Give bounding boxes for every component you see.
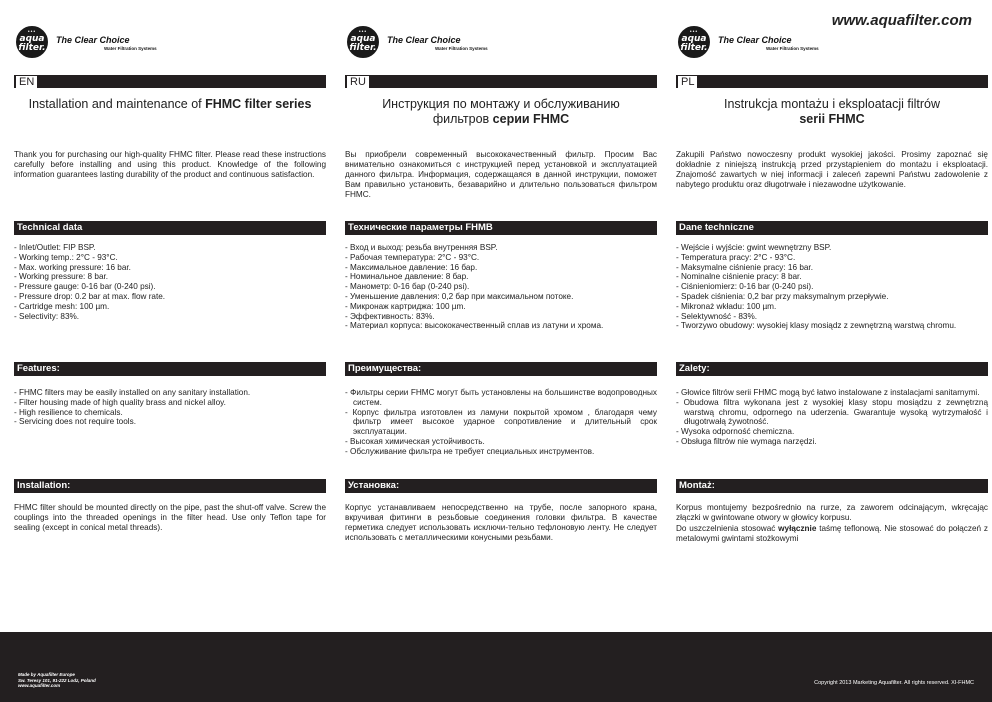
column-pl (676, 0, 988, 632)
section-header-features: Features: (14, 362, 326, 376)
list-item: - FHMC filters may be easily installed on any sanitary installation. (14, 388, 251, 397)
list-item: - Working pressure: 8 bar. (14, 272, 109, 282)
section-header-installation: Montaż: (676, 479, 988, 493)
intro-paragraph: Zakupili Państwo nowoczesny produkt wysokiej jakości. Prosimy zapoznać się dokładnie z niniejszą instrukcją przed przystąpieniem do montażu i eksploatacji. Znajomość zawartych w niej informacji i zaleceń zapewni Państwu zadowolenie z nabytego produktu oraz długotrwałe i niezawodne użytkowanie. (676, 150, 988, 189)
section-header-technical-data: Dane techniczne (676, 221, 988, 235)
list-item: - Selektywność - 83%. (676, 311, 757, 321)
column-ru (345, 0, 657, 632)
section-header-features: Преимущества: (345, 362, 657, 376)
list-item: - Obudowa filtra wykonana jest z wysokiej klasy stopu mosiądzu z zewnętrzną warstwą chromu, odpornego na uderzenia. Gwarantuje wysoką wytrzymałość i długotrwałą żywotność. (676, 397, 988, 427)
installation-text: FHMC filter should be mounted directly on the pipe, past the shut-off valve. Screw the couplings into the threaded openings in the filter head. Use only Teflon tape for sealing (except in conical metal threads). (14, 503, 326, 532)
language-bar (676, 75, 988, 88)
list-item: - Maksymalne ciśnienie pracy: 16 bar. (676, 262, 813, 272)
brand-logo (347, 26, 547, 58)
features-list (14, 388, 326, 427)
logo-tagline: The Clear Choice (56, 35, 130, 45)
brand-logo (16, 26, 216, 58)
company-address: Made by Aquafilter Europe Sw. Teresy 101, 91-222 Lodz, Poland www.aquafilter.com (18, 672, 96, 688)
list-item: - Обслуживание фильтра не требует специальных инструментов. (345, 446, 595, 456)
intro-paragraph: Вы приобрели современный высококачественный фильтр. Просим Вас внимательно ознакомиться с инструкцией перед установкой и эксплуатацией данного фильтра. Информация, содержащаяся в данной инструкции, поможет Вам правильно установить, безаварийно и длительно пользоваться фильтром FHMC. (345, 150, 657, 199)
list-item: - Working temp.: 2°C - 93°C. (14, 252, 118, 262)
document-title: Installation and maintenance of FHMC filter series (28, 97, 312, 111)
language-label: PL (678, 76, 697, 88)
list-item: - Wejście i wyjście: gwint wewnętrzny BSP. (676, 243, 832, 252)
logo-subline: Water Filtration Systems (435, 46, 488, 51)
logo-tagline: The Clear Choice (718, 35, 792, 45)
list-item: - Obsługa filtrów nie wymaga narzędzi. (676, 436, 817, 446)
list-item: - Эффективность: 83%. (345, 311, 435, 321)
logo-subline: Water Filtration Systems (104, 46, 157, 51)
section-header-installation: Установка: (345, 479, 657, 493)
list-item: - Selectivity: 83%. (14, 311, 80, 321)
copyright-text: Copyright 2013 Marketing Aquafilter. All rights reserved. XI-FHMC (814, 680, 974, 686)
list-item: - Nominalne ciśnienie pracy: 8 bar. (676, 272, 802, 282)
installation-text: Korpus montujemy bezpośrednio na rurze, za zaworem odcinającym, wkręcając złączki w gwintowane otwory w głowicy korpusu. Do uszczelnienia stosować wyłącznie taśmę teflonową. Nie stosować do połączeń z metalowymi gwintami stożkowymi (676, 503, 988, 543)
technical-data-list (345, 243, 657, 331)
website-url[interactable]: www.aquafilter.com (831, 12, 972, 29)
list-item: - Ciśnieniomierz: 0-16 bar (0-240 psi). (676, 282, 814, 292)
list-item: - Max. working pressure: 16 bar. (14, 262, 131, 272)
aquafilter-logo-icon: ••• aqua filter. (347, 26, 379, 58)
list-item: - Максимальное давление: 16 бар. (345, 262, 478, 272)
technical-data-list (676, 243, 988, 331)
language-bar (345, 75, 657, 88)
language-bar (14, 75, 326, 88)
list-item: - Микронаж картриджа: 100 µm. (345, 301, 466, 311)
language-label: RU (347, 76, 369, 88)
list-item: - Wysoka odporność chemiczna. (676, 427, 795, 437)
features-list (345, 388, 657, 457)
list-item: - Уменьшение давления: 0,2 бар при максимальном потоке. (345, 291, 574, 301)
list-item: - Вход и выход: резьба внутренняя BSP. (345, 243, 498, 252)
features-list (676, 388, 988, 447)
list-item: - Корпус фильтра изготовлен из ламуни покрытой хромом , благодаря чему фильтр имеет высокое ударное сопротивление и длительный срок эксплуатации. (345, 407, 657, 437)
document-title: Инструкция по монтажу и обслуживанию фильтров серии FHMC (382, 97, 620, 126)
list-item: - Mikronaż wkładu: 100 µm. (676, 301, 777, 311)
list-item: - Głowice filtrów serii FHMC mogą być łatwo instalowane z instalacjami sanitarnymi. (676, 388, 980, 397)
list-item: - Высокая химическая устойчивость. (345, 436, 485, 446)
list-item: - Рабочая температура: 2°C - 93°C. (345, 252, 480, 262)
section-header-features: Zalety: (676, 362, 988, 376)
list-item: - Spadek ciśnienia: 0,2 bar przy maksymalnym przepływie. (676, 291, 889, 301)
logo-tagline: The Clear Choice (387, 35, 461, 45)
list-item: - Материал корпуса: высококачественный сплав из латуни и хрома. (345, 321, 604, 331)
document-title: Instrukcja montażu i eksploatacji filtrów serii FHMC (723, 97, 941, 126)
installation-text: Корпус устанавливаем непосредственно на трубе, после запорного крана, вкручивая фитинги в резьбовые соединения головки фильтра. В качестве герметика следует использовать исключи-тельно тефлоновую ленту. Не следует использовать с металлическими конусными резьбами. (345, 503, 657, 542)
brand-logo (678, 26, 878, 58)
list-item: - Фильтры серии FHMC могут быть установлены на большинстве водопроводных систем. (345, 388, 657, 407)
footer-bar (0, 632, 992, 702)
aquafilter-logo-icon: ••• aqua filter. (16, 26, 48, 58)
list-item: - Pressure drop: 0.2 bar at max. flow rate. (14, 291, 166, 301)
list-item: - Tworzywo obudowy: wysokiej klasy mosiądz z zewnętrzną warstwą chromu. (676, 321, 957, 331)
list-item: - Servicing does not require tools. (14, 417, 136, 427)
list-item: - High resilience to chemicals. (14, 407, 123, 417)
logo-subline: Water Filtration Systems (766, 46, 819, 51)
aquafilter-logo-icon: ••• aqua filter. (678, 26, 710, 58)
list-item: - Манометр: 0-16 бар (0-240 psi). (345, 282, 470, 292)
section-header-technical-data: Technical data (14, 221, 326, 235)
intro-paragraph: Thank you for purchasing our high-quality FHMC filter. Please read these instructions carefully before installing and using this product. Knowledge of the following information guarantees lasting durability of the product and continuous satisfaction. (14, 150, 326, 179)
list-item: - Cartridge mesh: 100 µm. (14, 301, 110, 311)
list-item: - Pressure gauge: 0-16 bar (0-240 psi). (14, 282, 156, 292)
technical-data-list (14, 243, 326, 321)
list-item: - Inlet/Outlet: FIP BSP. (14, 243, 96, 252)
language-label: EN (16, 76, 37, 88)
list-item: - Temperatura pracy: 2°C - 93°C. (676, 252, 796, 262)
column-en (14, 0, 326, 632)
list-item: - Filter housing made of high quality brass and nickel alloy. (14, 397, 226, 407)
section-header-installation: Installation: (14, 479, 326, 493)
section-header-technical-data: Технические параметры FHMB (345, 221, 657, 235)
list-item: - Номинальное давление: 8 бар. (345, 272, 469, 282)
